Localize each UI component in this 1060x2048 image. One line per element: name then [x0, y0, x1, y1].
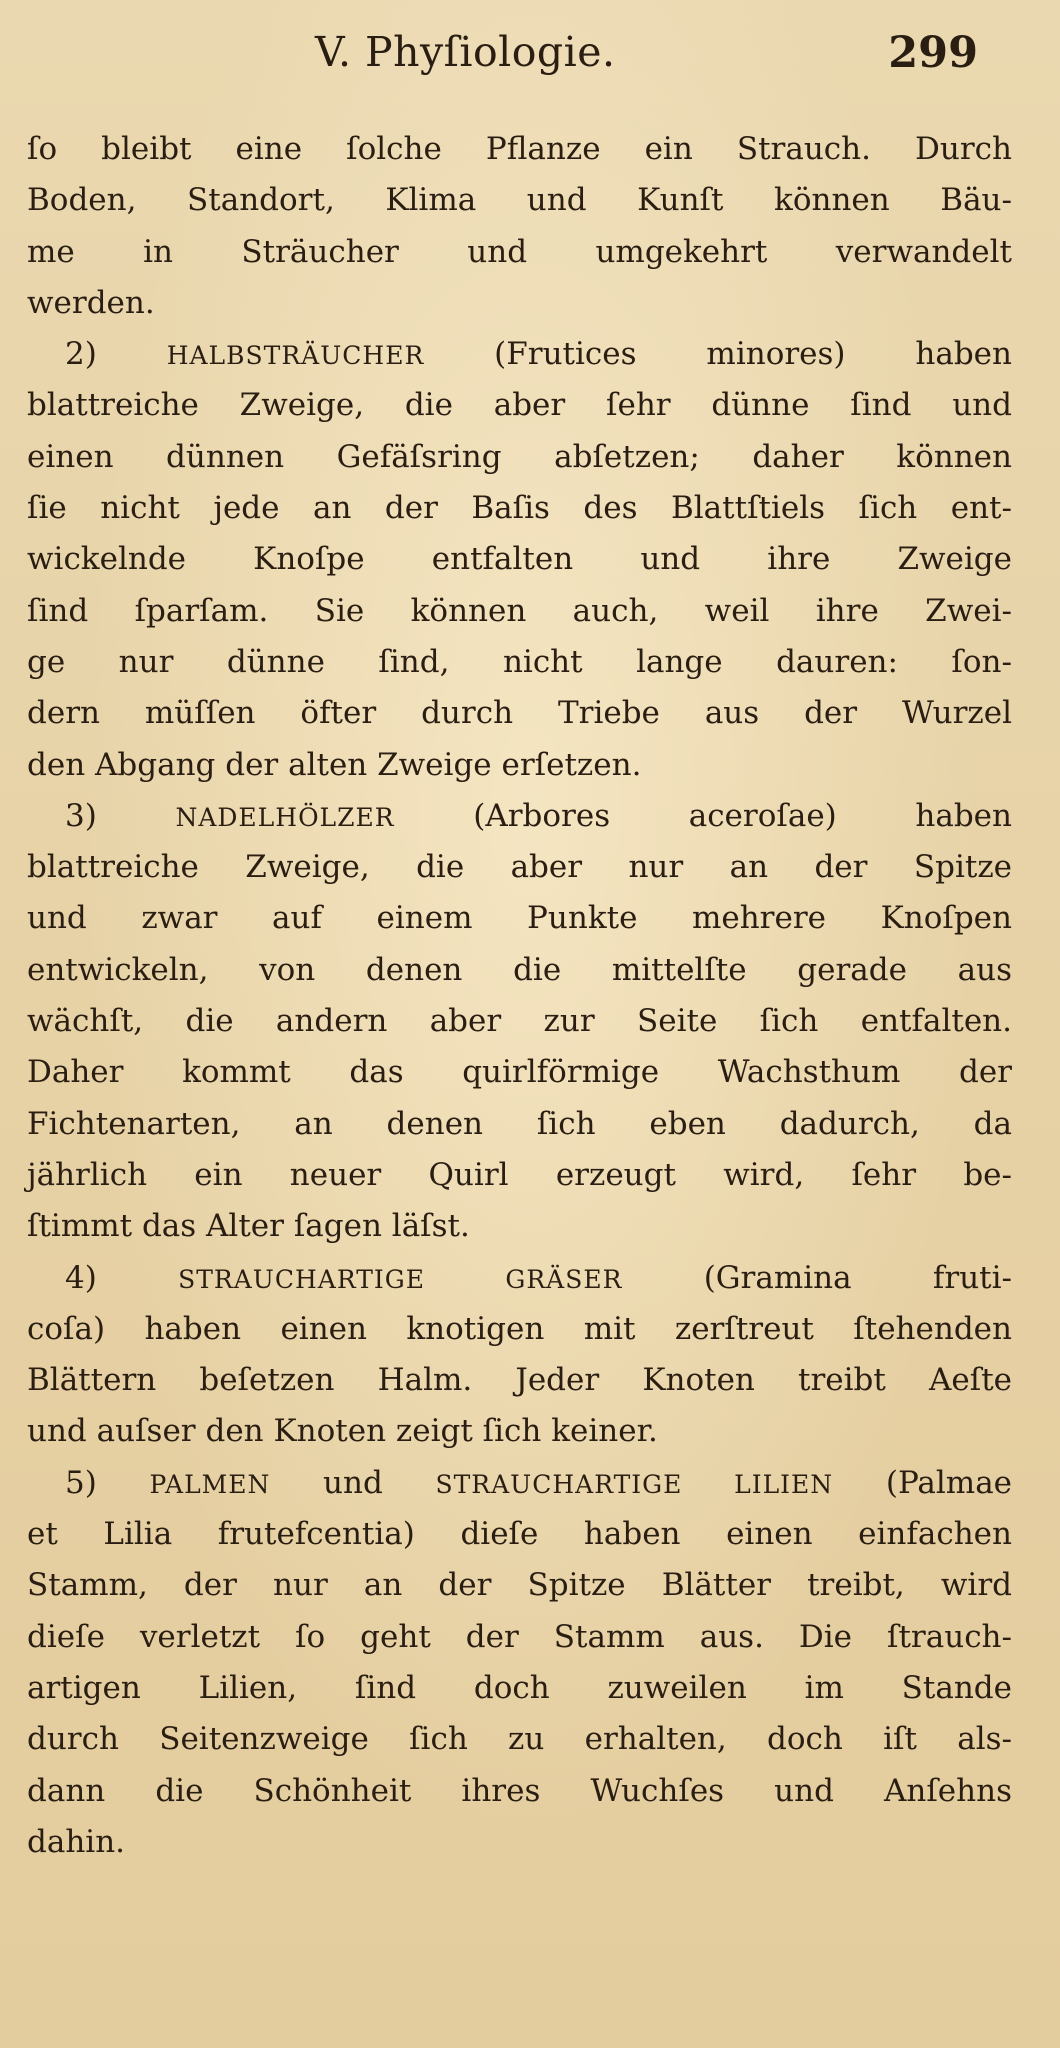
body-text	[27, 124, 1012, 1868]
text-line: blattreiche Zweige, die aber nur an der Spitze	[27, 849, 1012, 886]
text-line: dern müſſen öfter durch Triebe aus der Wurzel	[27, 695, 1012, 732]
text-line: ſtimmt das Alter ſagen läſst.	[27, 1208, 470, 1245]
text-line: entwickeln, von denen die mittelſte gerade aus	[27, 951, 1012, 988]
text-line: ſie nicht jede an der Baſis des Blattſtiels ſich ent-	[27, 490, 1012, 527]
running-head: V. Phyſiologie.	[315, 28, 616, 76]
text-line: Fichtenarten, an denen ſich eben dadurch, da	[27, 1105, 1012, 1142]
text-line: werden.	[27, 284, 155, 321]
text-line: et Lilia frutefcentia) dieſe haben einen einfachen	[27, 1516, 1012, 1553]
section-number: 3)	[65, 797, 97, 834]
text-line: ſind ſparſam. Sie können auch, weil ihre Zwei-	[27, 592, 1012, 629]
text-line: dieſe verletzt ſo geht der Stamm aus. Die ſtrauch-	[27, 1618, 1012, 1655]
text-line: wächſt, die andern aber zur Seite ſich entfalten.	[27, 1003, 1012, 1040]
text-line: me in Sträucher und umgekehrt verwandelt	[27, 233, 1012, 270]
text-line: ſo bleibt eine ſolche Pflanze ein Strauch. Durch	[27, 131, 1012, 167]
section-term: PALMEN	[149, 1469, 271, 1499]
text-line: und zwar auf einem Punkte mehrere Knoſpen	[27, 900, 1012, 937]
page-header	[0, 28, 1060, 98]
section-term: STRAUCHARTIGE LILIEN	[435, 1469, 834, 1499]
section-heading-line: 3) NADELHÖLZER (Arbores aceroſae) haben	[65, 797, 1012, 834]
section-heading-line: 4) STRAUCHARTIGE GRÄSER (Gramina fruti-	[65, 1259, 1012, 1296]
text-line: coſa) haben einen knotigen mit zerſtreut ſtehenden	[27, 1310, 1012, 1347]
text-line: artigen Lilien, ſind doch zuweilen im Stande	[27, 1669, 1012, 1706]
text-line: Daher kommt das quirlförmige Wachsthum der	[27, 1054, 1012, 1091]
text-line: durch Seitenzweige ſich zu erhalten, doch iſt als-	[27, 1721, 1012, 1758]
text-line: dann die Schönheit ihres Wuchſes und Anſehns	[27, 1772, 1012, 1809]
section-heading-line: 2) HALBSTRÄUCHER (Frutices minores) haben	[65, 336, 1012, 373]
text-line: Boden, Standort, Klima und Kunſt können Bäu-	[27, 182, 1012, 219]
page-number: 299	[888, 28, 978, 78]
text-line: den Abgang der alten Zweige erſetzen.	[27, 746, 642, 783]
section-heading-line: 5) PALMEN und STRAUCHARTIGE LILIEN (Palmae	[65, 1464, 1013, 1501]
section-number: 4)	[65, 1259, 97, 1296]
text-line: einen dünnen Gefäſsring abſetzen; daher können	[27, 438, 1012, 475]
section-term: STRAUCHARTIGE GRÄSER	[178, 1264, 623, 1294]
section-number: 5)	[65, 1464, 97, 1501]
text-line: dahin.	[27, 1823, 126, 1860]
section-term: HALBSTRÄUCHER	[166, 341, 425, 371]
section-term: NADELHÖLZER	[175, 802, 395, 832]
section-number: 2)	[65, 336, 97, 373]
text-line: wickelnde Knoſpe entfalten und ihre Zweige	[27, 541, 1012, 578]
text-line: Stamm, der nur an der Spitze Blätter treibt, wird	[27, 1567, 1012, 1604]
text-line: und auſser den Knoten zeigt ſich keiner.	[27, 1413, 658, 1450]
text-line: ge nur dünne ſind, nicht lange dauren: ſon-	[27, 643, 1012, 680]
text-line: jährlich ein neuer Quirl erzeugt wird, ſehr be-	[27, 1156, 1012, 1193]
text-line: Blättern beſetzen Halm. Jeder Knoten treibt Aeſte	[27, 1362, 1012, 1399]
text-line: blattreiche Zweige, die aber ſehr dünne ſind und	[27, 387, 1012, 424]
